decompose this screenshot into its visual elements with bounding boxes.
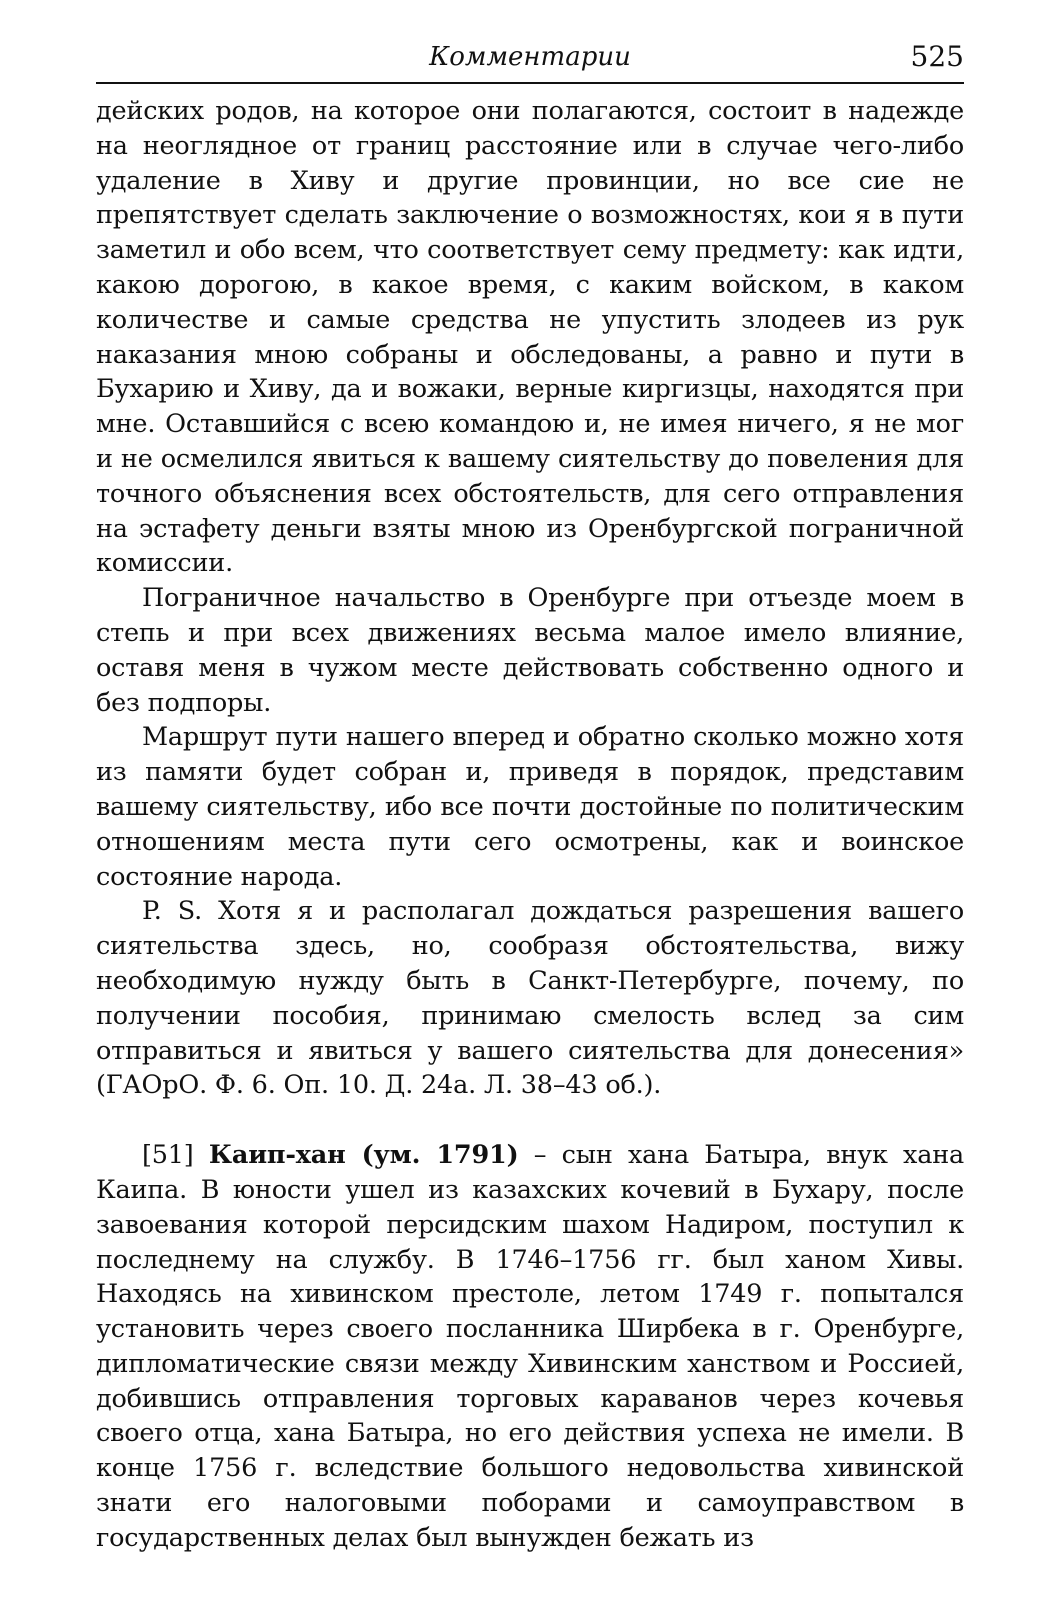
paragraph-continuation: дейских родов, на которое они полагаются, состоит в надежде на неоглядное от границ расстояние или в случае чего-либо удаление в Хиву и другие провинции, но все сие не препятствует сделать заключение о возможностях, кои я в пути заметил и обо всем, что соответствует сему предмету: как идти, какою дорогою, в какое время, с каким войском, в каком количестве и самые средства не упустить злодеев из рук наказания мною собраны и обследованы, а равно и пути в Бухарию и Хиву, да и вожаки, верные киргизцы, находятся при мне. Оставшийся с всею командою и, не имея ничего, я не мог и не осмелился явиться к вашему сиятельству до повеления для точного объяснения всех обстоятельств, для сего отправления на эстафету деньги взяты мною из Оренбургской пограничной комиссии. (96, 96, 964, 579)
note-entry (96, 1138, 964, 1556)
note-term: Каип-хан (ум. 1791) (208, 1140, 519, 1171)
section-gap (96, 1103, 964, 1138)
note-text: – сын хана Батыра, внук хана Каипа. В юности ушел из казахских кочевий в Бухару, после завоевания которой персидским шахом Надиром, поступил к последнему на службу. В 1746–1756 гг. был ханом Хивы. Находясь на хивинском престоле, летом 1749 г. попытался установить через своего посланника Ширбека в г. Оренбурге, дипломатические связи между Хивинским ханством и Россией, добившись отправления торговых караванов через кочевья своего отца, хана Батыра, но его действия успеха не имели. В конце 1756 г. вследствие большого недовольства хивинской знати его налоговыми поборами и самоуправством в государственных делах был вынужден бежать из (96, 1140, 965, 1553)
running-title: Комментарии (429, 42, 631, 72)
paragraph: Пограничное начальство в Оренбурге при отъезде моем в степь и при всех движениях весьма малое имело влияние, оставя меня в чужом месте действовать собственно одного и без подпоры. (96, 583, 964, 718)
page-number: 525 (910, 40, 964, 73)
paragraph-postscript: P. S. Хотя я и располагал дождаться разрешения вашего сиятельства здесь, но, сообразя обстоятельства, вижу необходимую нужду быть в Санкт-Петербурге, почему, по получении пособия, принимаю смелость вслед за сим отправиться и явиться у вашего сиятельства для донесения» (ГАОрО. Ф. 6. Оп. 10. Д. 24а. Л. 38–43 об.). (96, 896, 964, 1101)
body-text (96, 94, 964, 1556)
paragraph: Маршрут пути нашего вперед и обратно сколько можно хотя из памяти будет собран и, приведя в порядок, представим вашему сиятельству, ибо все почти достойные по политическим отношениям места пути сего осмотрены, как и воинское состояние народа. (96, 722, 964, 892)
page-header (96, 38, 964, 84)
note-number: [51] (142, 1140, 194, 1171)
